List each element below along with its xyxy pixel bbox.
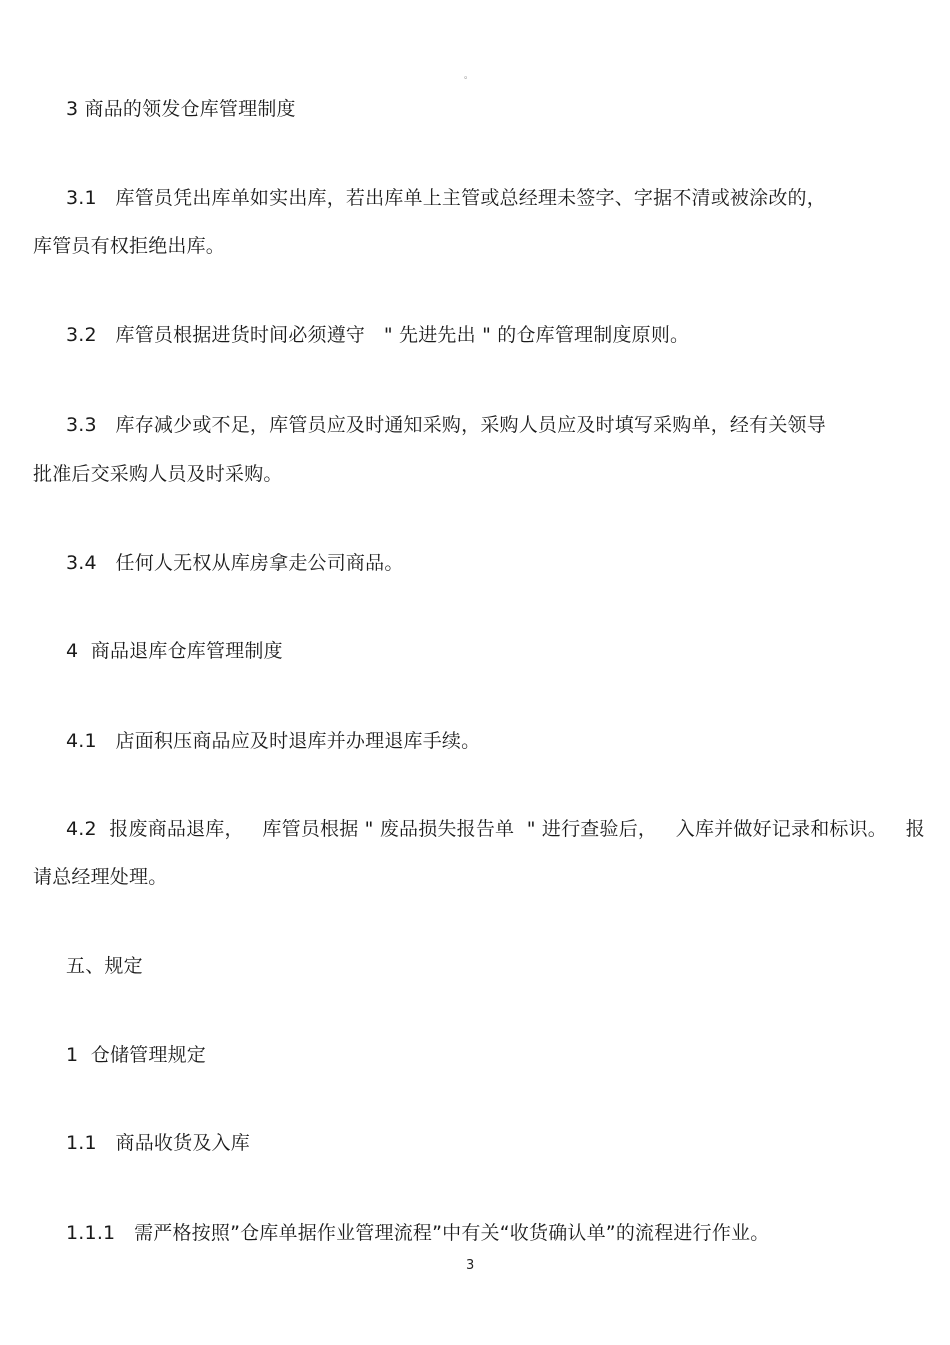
section-heading-3: 3 商品的领发仓库管理制度 (66, 98, 296, 120)
page-number: 3 (466, 1258, 475, 1273)
section-heading-4: 4 商品退库仓库管理制度 (66, 640, 283, 662)
clause-3-1-line-2: 库管员有权拒绝出库。 (33, 235, 226, 257)
clause-4-1: 4.1 店面积压商品应及时退库并办理退库手续。 (66, 730, 481, 752)
clause-3-3-line-2: 批准后交采购人员及时采购。 (33, 463, 283, 485)
clause-3-2: 3.2 库管员根据进货时间必须遵守 " 先进先出 " 的仓库管理制度原则。 (66, 324, 690, 346)
section-heading-1: 1 仓储管理规定 (66, 1044, 206, 1066)
clause-3-1-line-1: 3.1 库管员凭出库单如实出库，若出库单上主管或总经理未签字、字据不清或被涂改的， (66, 187, 826, 209)
clause-1-1-1: 1.1.1 需严格按照”仓库单据作业管理流程”中有关“收货确认单”的流程进行作业。 (66, 1222, 770, 1244)
header-mark: 。 (464, 71, 474, 81)
section-heading-five: 五、规定 (66, 955, 143, 977)
clause-3-4: 3.4 任何人无权从库房拿走公司商品。 (66, 552, 404, 574)
section-heading-1-1: 1.1 商品收货及入库 (66, 1132, 250, 1154)
clause-4-2-line-2: 请总经理处理。 (33, 866, 168, 888)
clause-4-2-line-1: 4.2 报废商品退库， 库管员根据 " 废品损失报告单 " 进行查验后， 入库并做好记录和标识。 报 (66, 818, 925, 840)
clause-3-3-line-1: 3.3 库存减少或不足，库管员应及时通知采购，采购人员应及时填写采购单，经有关领导 (66, 414, 826, 436)
